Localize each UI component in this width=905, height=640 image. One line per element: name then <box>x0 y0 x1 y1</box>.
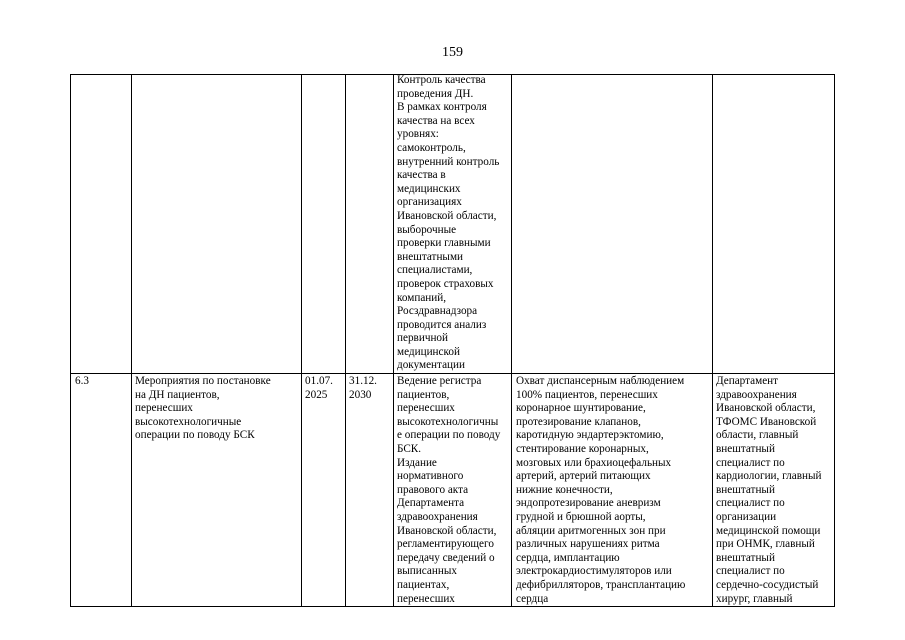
column-border <box>712 74 713 607</box>
column-border <box>345 74 346 607</box>
column-border <box>70 74 71 607</box>
row-number-cell: 6.3 <box>75 375 89 387</box>
column-border <box>834 74 835 607</box>
indicator-cell: Охват диспансерным наблюдением 100% пациентов, перенесших коронарное шунтирование, протезирование клапанов, каротидную эндартерэктомию, стентирование коронарных, мозговых или брахиоцефальных артерий, артерий питающих нижние конечности, эндопротезирование аневризм грудной и брюшной аорты, абляции аритмогенных зон при различных нарушениях ритма сердца, имплантацию электрокардиостимуляторов или дефибрилляторов, трансплантацию сердца <box>516 375 686 605</box>
page-number: 159 <box>442 45 463 60</box>
column-border <box>301 74 302 607</box>
column-border <box>131 74 132 607</box>
row-separator <box>70 373 835 374</box>
continued-description-cell: Контроль качества проведения ДН. В рамках контроля качества на всех уровнях: самоконтроль, внутренний контроль качества в медицинских организациях Ивановской области, выборочные проверки главными внештатными специалистами, проверок страховых компаний, Росздравнадзора проводится анализ первичной медицинской документации <box>397 74 500 372</box>
measure-name-cell: Мероприятия по постановке на ДН пациентов, перенесших высокотехнологичные операции по поводу БСК <box>135 375 271 442</box>
responsible-cell: Департамент здравоохранения Ивановской области, ТФОМС Ивановской области, главный внештатный специалист по кардиологии, главный внештатный специалист по организации медицинской помощи при ОНМК, главный внештатный специалист по сердечно-сосудистый хирург, главный <box>716 375 822 605</box>
measures-table <box>70 74 835 607</box>
table-bottom-border <box>70 606 835 607</box>
column-border <box>393 74 394 607</box>
start-date-cell: 01.07. 2025 <box>305 375 333 401</box>
column-border <box>511 74 512 607</box>
end-date-cell: 31.12. 2030 <box>349 375 377 401</box>
measure-description-cell: Ведение регистра пациентов, перенесших высокотехнологичны е операции по поводу БСК. Издание нормативного правового акта Департамента здравоохранения Ивановской области, регламентирующего передачу сведений о выписанных пациентах, перенесших <box>397 375 501 605</box>
